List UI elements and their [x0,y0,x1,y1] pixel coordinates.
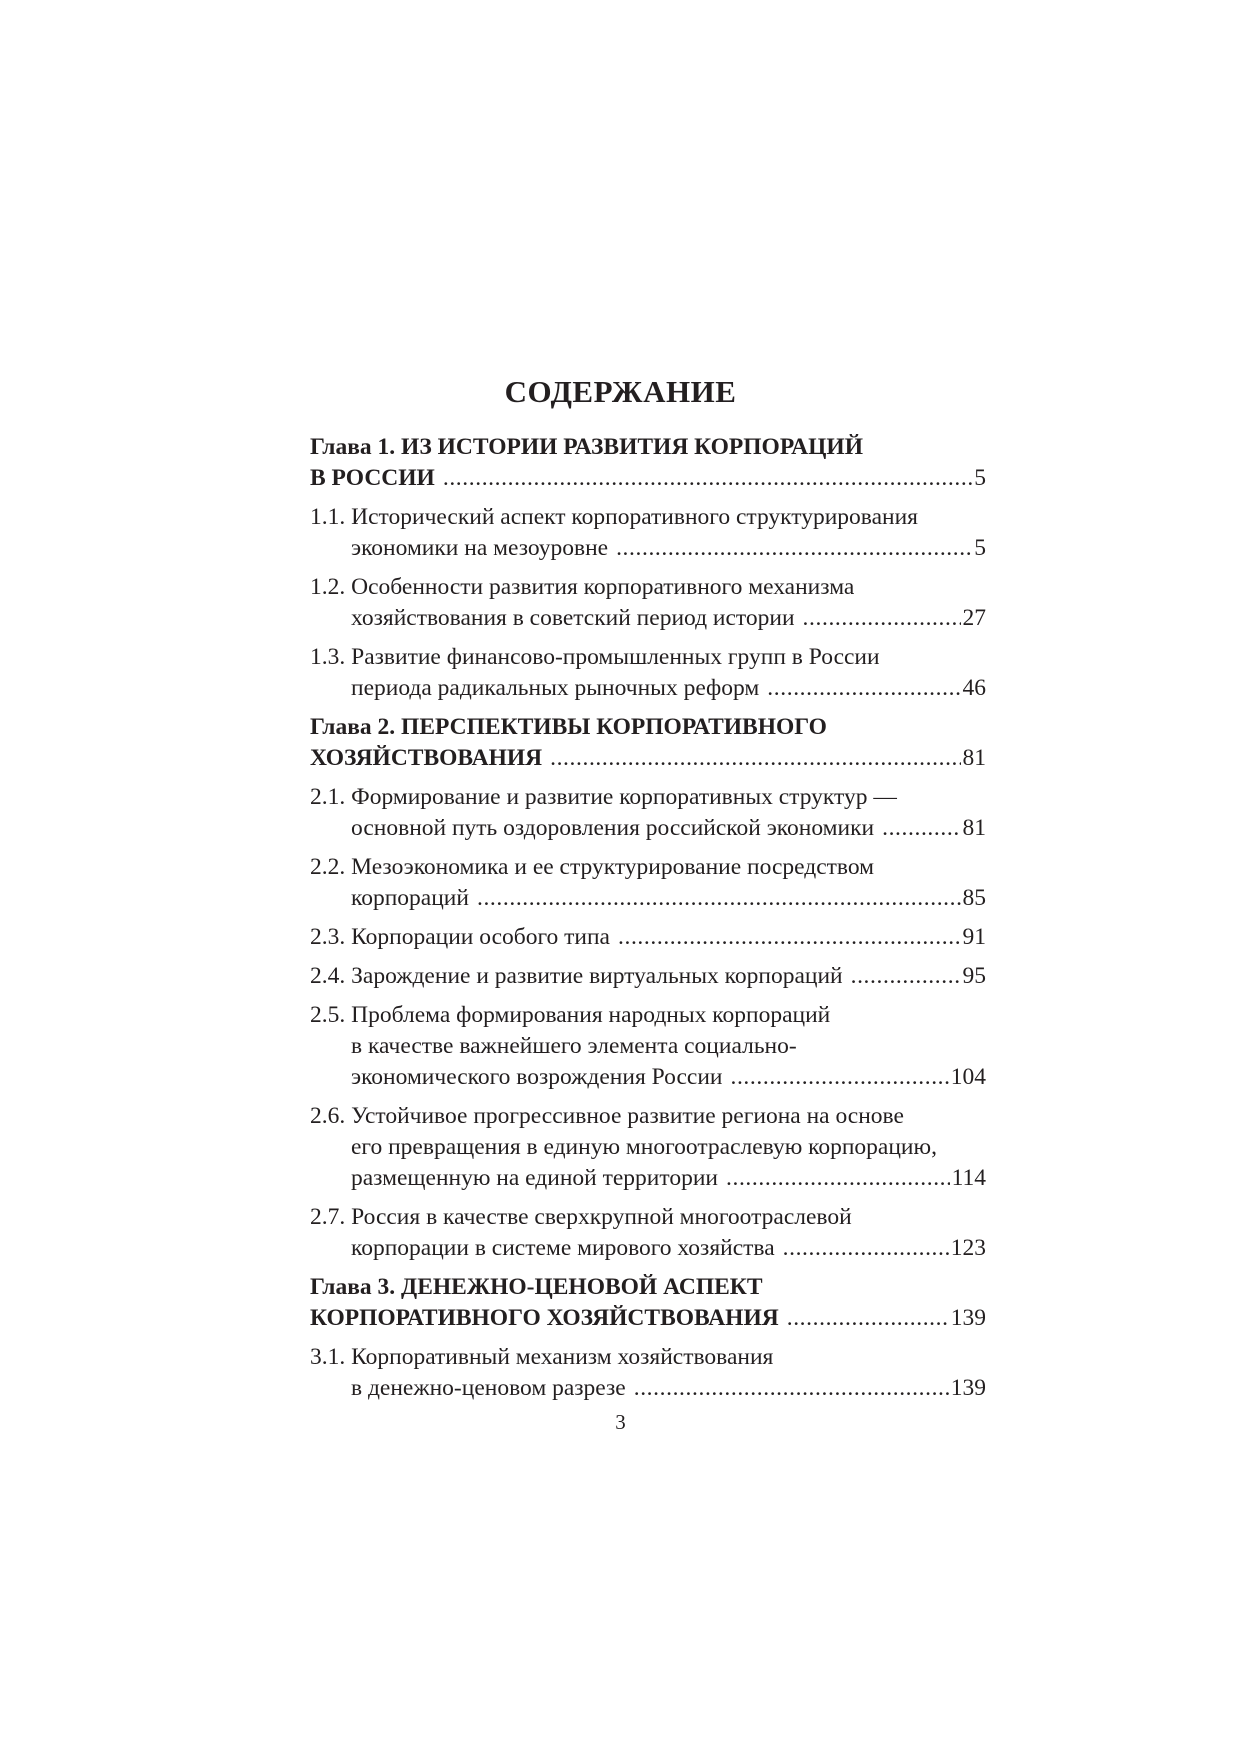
toc-dot-leader [730,1062,948,1093]
toc-entry-text: 1.1. Исторический аспект корпоративного структурирования [310,504,918,530]
toc-entry-text: основной путь оздоровления российской экономики [351,815,875,841]
toc-entry-text: корпораций [351,885,469,911]
toc-entry-text: КОРПОРАТИВНОГО ХОЗЯЙСТВОВАНИЯ [310,1305,779,1331]
toc-dot-leader [803,603,961,634]
toc-chapter-entry [310,712,986,774]
toc-entry-line [310,922,986,953]
toc-section-entry [310,1342,986,1404]
toc-chapter-entry [310,1272,986,1334]
toc-section-entry [310,642,986,704]
toc-entry-text: 2.1. Формирование и развитие корпоративных структур — [310,784,897,810]
toc-entry-text: в денежно-ценовом разрезе [351,1375,626,1401]
toc-dot-leader [726,1163,950,1194]
toc-entry-line [310,1272,986,1303]
toc-entry-text: Глава 1. ИЗ ИСТОРИИ РАЗВИТИЯ КОРПОРАЦИЙ [310,434,863,460]
toc-entry-text: 2.3. Корпорации особого типа [310,924,610,950]
toc-dot-leader [616,533,972,564]
toc-page-number: 91 [962,924,986,950]
toc-section-entry [310,961,986,992]
toc-entry-text: 2.5. Проблема формирования народных корпораций [310,1002,831,1028]
toc-dot-leader [634,1373,949,1404]
toc-entry-line [310,572,986,603]
toc-page-number: 95 [962,963,986,989]
toc-entry-line [310,743,986,774]
page-title: СОДЕРЖАНИЕ [504,374,737,409]
table-of-contents [310,432,986,1412]
toc-page-number: 46 [962,675,986,701]
toc-entry-text: периода радикальных рыночных реформ [351,675,760,701]
toc-entry-line [310,533,986,564]
toc-page-number: 5 [974,535,986,561]
toc-page-number: 139 [950,1375,986,1401]
toc-entry-line [310,1163,986,1194]
toc-section-entry [310,1101,986,1194]
toc-page-number: 104 [950,1064,986,1090]
toc-section-entry [310,852,986,914]
toc-entry-line [310,712,986,743]
toc-entry-line [310,1132,986,1163]
toc-entry-text: 2.7. Россия в качестве сверхкрупной многоотраслевой [310,1204,852,1230]
toc-entry-line [310,1031,986,1062]
toc-entry-line [310,603,986,634]
toc-dot-leader [767,673,960,704]
toc-entry-text: хозяйствования в советский период истории [351,605,795,631]
toc-section-entry [310,572,986,634]
toc-entry-text: 1.3. Развитие финансово-промышленных групп в России [310,644,880,670]
toc-entry-line [310,1233,986,1264]
toc-entry-line [310,642,986,673]
toc-entry-line [310,1101,986,1132]
toc-dot-leader [851,961,961,992]
toc-entry-text: 1.2. Особенности развития корпоративного механизма [310,574,855,600]
toc-section-entry [310,1202,986,1264]
toc-dot-leader [787,1303,949,1334]
page-number: 3 [615,1410,626,1434]
toc-entry-line [310,1062,986,1093]
toc-entry-line [310,1342,986,1373]
toc-page-number: 81 [962,815,986,841]
toc-entry-line [310,961,986,992]
toc-section-entry [310,782,986,844]
toc-entry-text: В РОССИИ [310,465,435,491]
toc-entry-line [310,883,986,914]
toc-entry-text: размещенную на единой территории [351,1165,718,1191]
toc-entry-line [310,502,986,533]
toc-dot-leader [550,743,960,774]
toc-page-number: 139 [950,1305,986,1331]
toc-entry-text: ХОЗЯЙСТВОВАНИЯ [310,745,543,771]
toc-section-entry [310,1000,986,1093]
toc-entry-line [310,1000,986,1031]
toc-dot-leader [477,883,961,914]
toc-entry-text: 2.2. Мезоэкономика и ее структурирование посредством [310,854,875,880]
toc-entry-line [310,1202,986,1233]
toc-entry-line [310,1373,986,1404]
toc-entry-line [310,813,986,844]
toc-page-number: 81 [962,745,986,771]
toc-section-entry [310,502,986,564]
toc-entry-text: корпорации в системе мирового хозяйства [351,1235,775,1261]
toc-chapter-entry [310,432,986,494]
toc-dot-leader [618,922,961,953]
toc-page-number: 123 [950,1235,986,1261]
toc-entry-text: экономики на мезоуровне [351,535,609,561]
toc-section-entry [310,922,986,953]
toc-entry-line [310,673,986,704]
toc-entry-text: Глава 2. ПЕРСПЕКТИВЫ КОРПОРАТИВНОГО [310,714,827,740]
toc-dot-leader [443,463,972,494]
toc-entry-text: 2.4. Зарождение и развитие виртуальных корпораций [310,963,843,989]
toc-page-number: 5 [974,465,986,491]
toc-dot-leader [882,813,960,844]
toc-page-number: 85 [962,885,986,911]
toc-entry-line [310,463,986,494]
toc-entry-text: экономического возрождения России [351,1064,723,1090]
toc-entry-line [310,432,986,463]
toc-entry-text: 2.6. Устойчивое прогрессивное развитие региона на основе [310,1103,904,1129]
toc-entry-line [310,1303,986,1334]
toc-page-number: 27 [962,605,986,631]
toc-dot-leader [783,1233,949,1264]
toc-page-number: 114 [951,1165,986,1191]
toc-entry-text: 3.1. Корпоративный механизм хозяйствования [310,1344,774,1370]
toc-entry-text: в качестве важнейшего элемента социально- [351,1033,797,1059]
toc-entry-line [310,852,986,883]
toc-entry-line [310,782,986,813]
toc-entry-text: его превращения в единую многоотраслевую корпорацию, [351,1134,937,1160]
toc-entry-text: Глава 3. ДЕНЕЖНО-ЦЕНОВОЙ АСПЕКТ [310,1274,763,1300]
